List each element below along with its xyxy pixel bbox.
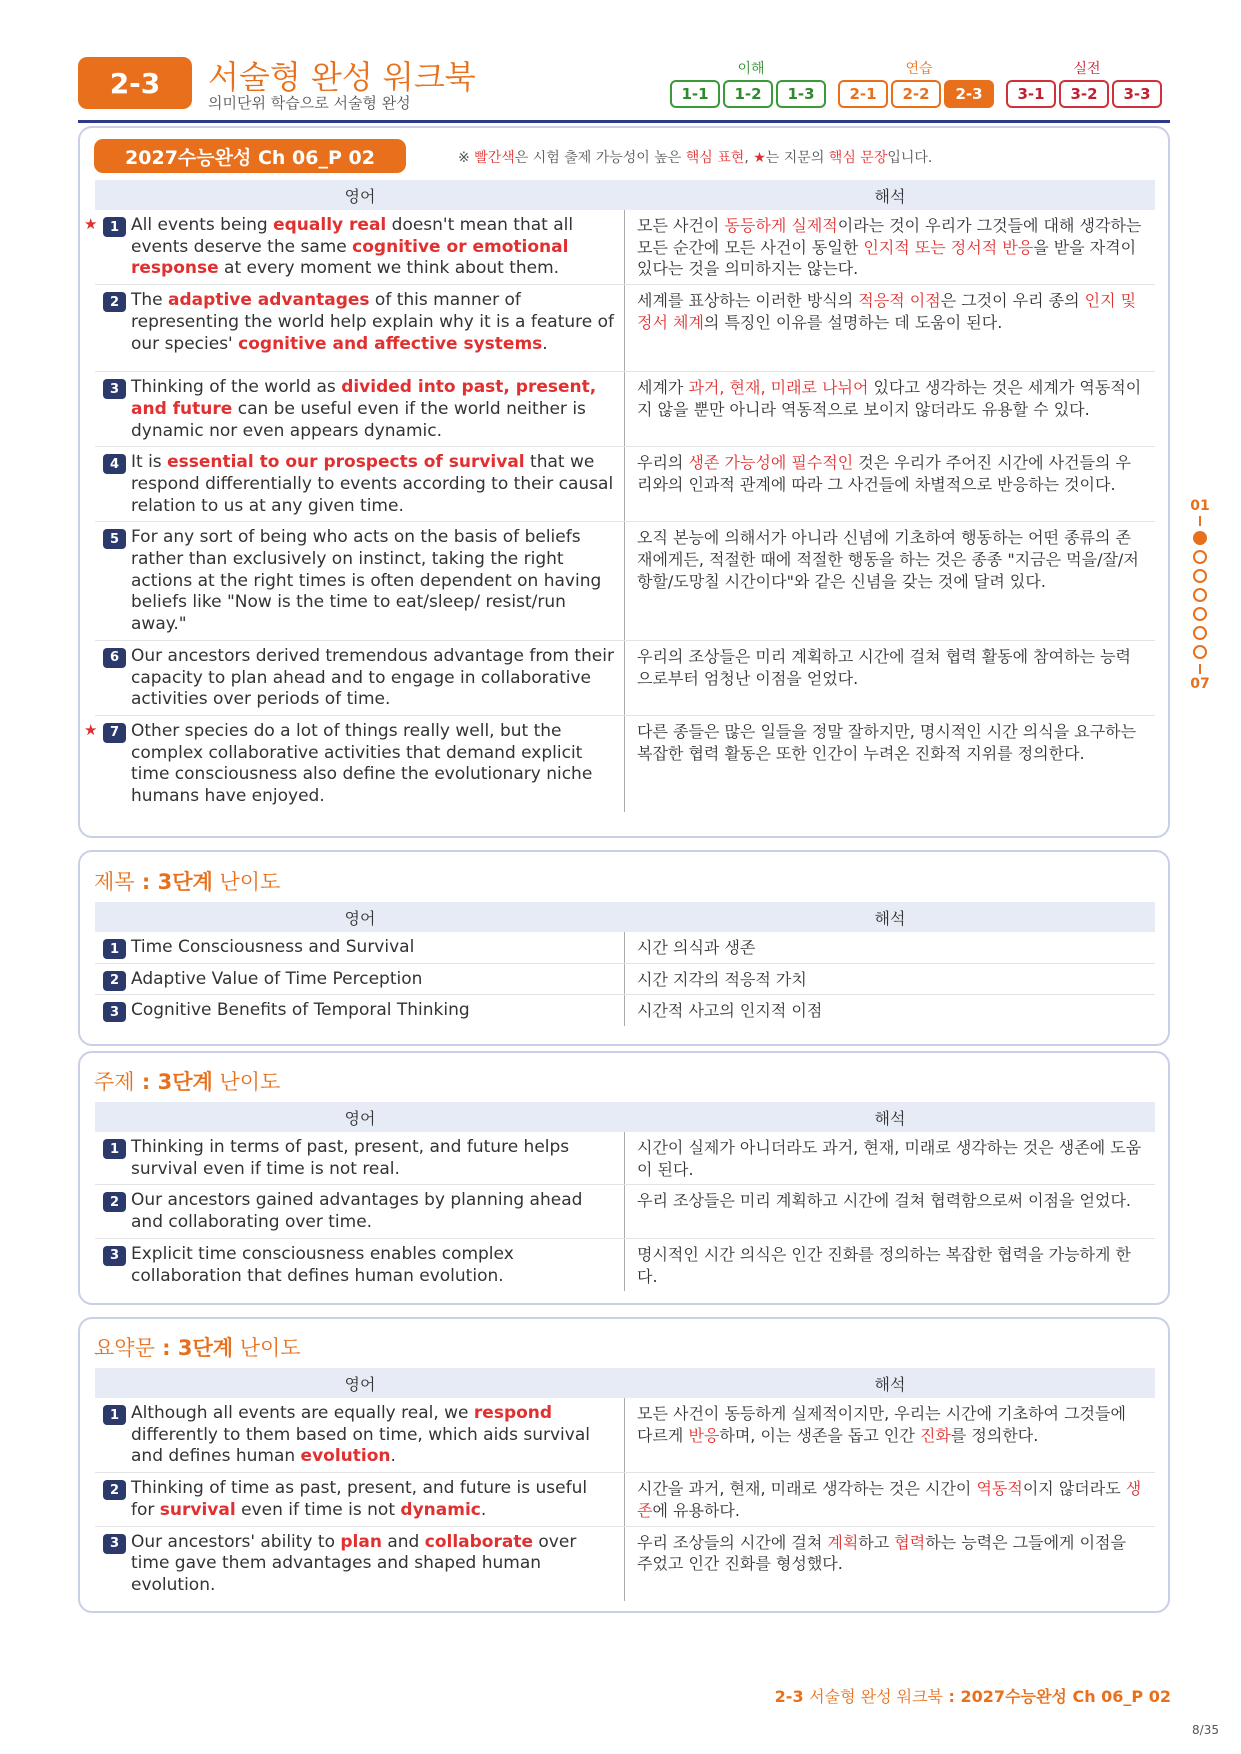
row-number-badge: 2 [103, 292, 126, 312]
cell-text: 에 유용하다. [652, 1500, 740, 1520]
key-expression-text: dynamic [400, 1499, 481, 1520]
level-pill-3-2[interactable]: 3-2 [1059, 80, 1109, 108]
cell-text: Our ancestors gained advantages by planning ahead and collaborating over time. [131, 1190, 583, 1233]
page-dot-icon[interactable] [1193, 531, 1207, 545]
level-label: 실전 [1073, 61, 1101, 77]
korean-cell [625, 932, 1155, 963]
theme-panel [78, 1051, 1170, 1305]
cell-text: doesn't mean that all events deserve the same [131, 215, 574, 257]
title-panel [78, 850, 1170, 1046]
cell-text: Although all events are equally real, we [131, 1403, 474, 1423]
cell-text: 다른 종들은 많은 일들을 정말 잘하지만, 명시적인 시간 의식을 요구하는 복잡한 협력 활동은 또한 인간이 누려온 진화적 지위를 정의한다. [637, 721, 1137, 763]
cell-text: 시간을 과거, 현재, 미래로 생각하는 것은 시간이 [637, 1479, 977, 1499]
level-label: 이해 [737, 61, 765, 77]
table-header [95, 1102, 1155, 1132]
key-expression-text: 협력 [894, 1532, 926, 1552]
cell-text: Thinking of time as past, present, and future is useful for [131, 1478, 588, 1520]
progress-bar-top [1199, 516, 1201, 526]
cell-text: 은 그것이 우리 종의 [940, 291, 1085, 311]
column-header-korean: 해석 [874, 1108, 906, 1128]
cell-text: 이지 않더라도 [1022, 1479, 1126, 1499]
english-cell [95, 1473, 625, 1525]
level-label: 연습 [905, 61, 933, 77]
cell-text: 모든 사건이 [637, 216, 725, 235]
progress-first: 01 [1190, 498, 1210, 514]
row-number-badge: 1 [103, 217, 126, 237]
column-header-korean: 해석 [874, 908, 906, 928]
row-number-badge: 5 [103, 529, 126, 549]
page-footer: 2-3 서술형 완성 워크북 : 2027수능완성 Ch 06_P 02 [774, 1687, 1171, 1706]
table-row [95, 1239, 1155, 1291]
cell-text: Thinking in terms of past, present, and future helps survival even if time is not real. [131, 1137, 570, 1179]
cell-text: 세계가 [637, 378, 689, 398]
table-row [95, 1398, 1155, 1473]
english-cell [84, 210, 625, 284]
korean-cell [625, 447, 1155, 521]
key-expression-text: 과거, 현재, 미래로 나뉘어 [688, 378, 869, 398]
cell-text: 우리 조상들의 시간에 걸쳐 [637, 1532, 828, 1552]
english-cell [95, 964, 625, 995]
row-number-badge: 3 [103, 1534, 126, 1554]
english-cell [95, 1398, 625, 1472]
cell-text: 우리의 [637, 453, 689, 473]
table-row [95, 964, 1155, 996]
table-row [95, 372, 1155, 447]
korean-cell [625, 210, 1155, 284]
table-header [95, 902, 1155, 932]
cell-text: 시간 의식과 생존 [637, 938, 756, 957]
key-expression-text: 반응 [688, 1425, 720, 1445]
key-expression-text: 동등하게 실제적 [724, 216, 838, 235]
cell-text: Adaptive Value of Time Perception [131, 968, 423, 989]
english-cell [95, 641, 625, 715]
cell-text: All events being [131, 215, 274, 235]
table-header [95, 180, 1155, 210]
english-cell [95, 1239, 625, 1291]
english-cell [95, 995, 625, 1026]
row-number-badge: 2 [103, 1192, 126, 1212]
key-expression-text: cognitive and affective systems [238, 333, 543, 354]
korean-cell [625, 964, 1155, 995]
cell-text: 하는 능력은 그들에게 이점을 주었고 인간 진화를 형성했다. [637, 1532, 1126, 1574]
cell-text: that we respond differentially to events according to their causal relation to us at any given time. [131, 452, 614, 516]
cell-text: Time Consciousness and Survival [131, 937, 415, 957]
progress-last: 07 [1190, 676, 1210, 692]
key-expression-text: essential to our prospects of survival [167, 452, 525, 473]
row-number-badge: 7 [103, 723, 126, 743]
table-row [84, 716, 1155, 812]
page-dot-icon[interactable] [1193, 588, 1207, 602]
page-header [78, 52, 1170, 124]
cell-text: . [390, 1446, 396, 1467]
korean-cell [625, 522, 1155, 640]
korean-cell [625, 1239, 1155, 1291]
level-pill-2-3[interactable]: 2-3 [944, 80, 994, 108]
cell-text: 우리 조상들은 미리 계획하고 시간에 걸쳐 협력함으로써 이점을 얻었다. [637, 1191, 1131, 1211]
english-cell [95, 447, 625, 521]
cell-text: . [542, 333, 548, 354]
key-expression-text: 역동적 [976, 1479, 1023, 1499]
cell-text: 우리의 조상들은 미리 계획하고 시간에 걸쳐 협력 활동에 참여하는 능력으로부터 엄청난 이점을 얻었다. [637, 646, 1131, 688]
korean-cell [625, 716, 1155, 812]
column-header-korean: 해석 [874, 186, 906, 206]
cell-text: Other species do a lot of things really well, but the complex collaborative activities that demand explicit time consciousness also define the evolutionary niche humans have enjoyed. [131, 720, 593, 807]
row-number-badge: 6 [103, 648, 126, 668]
cell-text: Explicit time consciousness enables complex collaboration that defines human evolution. [131, 1243, 514, 1286]
level-pill-1-2[interactable]: 1-2 [723, 80, 773, 108]
cell-text: of this manner of representing the world help explain why it is a feature of our species' [131, 290, 615, 354]
section-heading: 주제 : 3단계 난이도 [94, 1070, 281, 1094]
cell-text: . [480, 1499, 487, 1520]
table-row [95, 447, 1155, 522]
cell-text: 있다고 생각하는 것은 세계가 역동적이지 않을 뿐만 아니라 역동적으로 보이지 않더라도 유용할 수 있다. [637, 378, 1142, 419]
sentence-table [84, 180, 1155, 812]
cell-text: 의 특징인 이유를 설명하는 데 도움이 된다. [703, 312, 1003, 332]
section-heading: 요약문 : 3단계 난이도 [94, 1336, 301, 1360]
summary-panel [78, 1317, 1170, 1613]
row-number-badge: 1 [103, 1139, 126, 1159]
table-row [95, 1185, 1155, 1238]
cell-text: 모든 사건이 동등하게 실제적이지만, 우리는 시간에 기초하여 그것들에 다르게 [637, 1404, 1126, 1445]
cell-text: 이라는 것이 우리가 그것들에 대해 생각하는 모든 순간에 모든 사건이 동일한 [637, 216, 1142, 257]
level-nav [670, 58, 1170, 114]
level-pill-2-2[interactable]: 2-2 [891, 80, 941, 108]
cell-text: and [381, 1531, 425, 1552]
key-expression-text: cognitive or emotional response [131, 236, 569, 279]
section-heading: 제목 : 3단계 난이도 [94, 870, 281, 894]
column-header-korean: 해석 [874, 1374, 906, 1394]
key-expression-text: 인지적 또는 정서적 반응 [863, 237, 1034, 257]
key-expression-text: 인지 및 정서 체계 [637, 291, 1137, 332]
cell-text: 하며, 이는 생존을 돕고 인간 [719, 1425, 920, 1445]
cell-text: 오직 본능에 의해서가 아니라 신념에 기초하여 행동하는 어떤 종류의 존재에게든, 적절한 때에 적절한 행동을 하는 것은 종종 "지금은 먹을/잘/저항할/도망칠 시간이다"와 같은 신념을 갖는 것에 달려 있다. [637, 528, 1139, 591]
cell-text: differently to them based on time, which aids survival and defines human [131, 1424, 590, 1467]
key-expression-text: 적응적 이점 [858, 291, 941, 311]
english-cell [95, 1185, 625, 1237]
english-cell [95, 372, 625, 446]
header-divider [78, 120, 1170, 123]
korean-cell [625, 1398, 1155, 1472]
page-progress-nav [1187, 498, 1213, 692]
cell-text: Cognitive Benefits of Temporal Thinking [131, 1000, 470, 1021]
row-number-badge: 2 [103, 1480, 126, 1500]
korean-cell [625, 1473, 1155, 1525]
cell-text: The [131, 290, 169, 311]
korean-cell [625, 1527, 1155, 1601]
level-pill-3-3[interactable]: 3-3 [1112, 80, 1162, 108]
key-sentence-star-icon: ★ [84, 720, 98, 739]
level-pill-3-1[interactable]: 3-1 [1006, 80, 1056, 108]
key-expression-text: plan [340, 1531, 382, 1552]
key-expression-text: survival [159, 1499, 236, 1520]
column-header-english: 영어 [344, 1108, 376, 1128]
english-cell [95, 1132, 625, 1184]
progress-bar-bottom [1199, 664, 1201, 674]
key-expression-text: 계획 [827, 1532, 859, 1552]
korean-cell [625, 1132, 1155, 1184]
row-number-badge: 1 [103, 939, 126, 959]
korean-cell [625, 285, 1155, 371]
title-table [95, 902, 1155, 1026]
row-number-badge: 3 [103, 379, 126, 399]
row-number-badge: 1 [103, 1405, 126, 1425]
english-cell [84, 716, 625, 812]
cell-text: 을 받을 자격이 있다는 것을 의미하지는 않는다. [637, 237, 1137, 279]
level-pill-2-1[interactable]: 2-1 [838, 80, 888, 108]
row-number-badge: 4 [103, 454, 126, 474]
unit-badge: 2-3 [78, 57, 192, 109]
column-header-english: 영어 [344, 186, 376, 206]
row-number-badge: 3 [103, 1002, 126, 1022]
cell-text: 것은 우리가 주어진 시간에 사건들의 우리와의 인과적 관계에 따라 그 사건들에 차별적으로 반응하는 것이다. [637, 453, 1132, 494]
page-dot-icon[interactable] [1193, 645, 1207, 659]
page-dot-icon[interactable] [1193, 550, 1207, 564]
cell-text: 세계를 표상하는 이러한 방식의 [637, 291, 859, 311]
cell-text: It is [131, 452, 168, 473]
english-cell [95, 285, 625, 371]
cell-text: Our ancestors' ability to [131, 1531, 341, 1552]
cell-text: at every moment we think about them. [218, 258, 560, 279]
column-header-english: 영어 [344, 1374, 376, 1394]
key-expression-text: 생존 [637, 1479, 1142, 1520]
page-subtitle: 의미단위 학습으로 서술형 완성 [208, 94, 411, 112]
table-row [95, 641, 1155, 716]
key-expression-text: respond [473, 1403, 553, 1423]
cell-text: 시간적 사고의 인지적 이점 [637, 1001, 823, 1021]
row-number-badge: 3 [103, 1246, 126, 1266]
cell-text: 를 정의한다. [950, 1425, 1039, 1445]
cell-text: 하고 [858, 1532, 895, 1552]
source-chip: 2027수능완성 Ch 06_P 02 [94, 139, 406, 173]
table-header [95, 1368, 1155, 1398]
korean-cell [625, 372, 1155, 446]
cell-text: over time gave them advantages and shaped human evolution. [131, 1531, 577, 1595]
level-pill-1-3[interactable]: 1-3 [776, 80, 826, 108]
table-row [95, 1132, 1155, 1185]
korean-cell [625, 641, 1155, 715]
notice-text: ※ 빨간색은 시험 출제 가능성이 높은 핵심 표현, ★는 지문의 핵심 문장입니다. [458, 150, 933, 166]
cell-text: For any sort of being who acts on the basis of beliefs rather than exclusively on instinct, taking the right actions at the right times is often dependent on having beliefs like "Now is the time to eat/sleep/ resist/run away." [131, 527, 602, 635]
key-expression-text: equally real [273, 215, 387, 235]
page-dot-icon[interactable] [1193, 626, 1207, 640]
cell-text: Thinking of the world as [131, 377, 342, 398]
table-row [95, 522, 1155, 641]
column-header-english: 영어 [344, 908, 376, 928]
cell-text: Our ancestors derived tremendous advantage from their capacity to plan ahead and to engage in collaborative activities over periods of time. [131, 645, 614, 710]
table-row [84, 210, 1155, 285]
key-expression-text: evolution [300, 1446, 391, 1467]
key-expression-text: collaborate [424, 1531, 533, 1552]
table-row [95, 1527, 1155, 1601]
cell-text: even if time is not [235, 1499, 401, 1520]
passage-panel [78, 126, 1170, 838]
cell-text: 시간 지각의 적응적 가치 [637, 969, 807, 989]
cell-text: 시간이 실제가 아니더라도 과거, 현재, 미래로 생각하는 것은 생존에 도움이 된다. [637, 1138, 1142, 1179]
page-number: 8/35 [1192, 1723, 1219, 1737]
english-cell [95, 932, 625, 963]
key-expression-text: 진화 [919, 1425, 951, 1445]
table-row [95, 285, 1155, 372]
english-cell [95, 1527, 625, 1601]
row-number-badge: 2 [103, 971, 126, 991]
key-expression-text: adaptive advantages [168, 290, 370, 311]
korean-cell [625, 1185, 1155, 1237]
cell-text: can be useful even if the world neither is dynamic nor even appears dynamic. [131, 398, 586, 441]
table-row [95, 1473, 1155, 1526]
page-title: 서술형 완성 워크북 [208, 58, 476, 96]
key-expression-text: 생존 가능성에 필수적인 [688, 453, 854, 473]
page-dot-icon[interactable] [1193, 569, 1207, 583]
theme-table [95, 1102, 1155, 1291]
cell-text: 명시적인 시간 의식은 인간 진화를 정의하는 복잡한 협력을 가능하게 한다. [637, 1244, 1131, 1286]
table-row [95, 995, 1155, 1026]
key-expression-text: divided into past, present, and future [131, 377, 597, 419]
level-pill-1-1[interactable]: 1-1 [670, 80, 720, 108]
summary-table [95, 1368, 1155, 1601]
english-cell [95, 522, 625, 640]
key-sentence-star-icon: ★ [84, 215, 98, 233]
korean-cell [625, 995, 1155, 1026]
table-row [95, 932, 1155, 964]
page-dot-icon[interactable] [1193, 607, 1207, 621]
